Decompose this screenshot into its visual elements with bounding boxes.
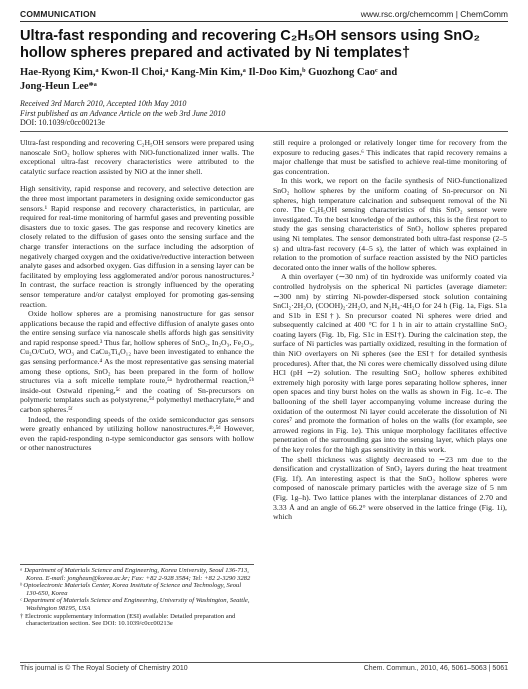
article-meta xyxy=(20,99,500,128)
received-dates: Received 3rd March 2010, Accepted 10th May 2010 xyxy=(20,99,187,108)
footnote-divider xyxy=(20,564,254,565)
author-list xyxy=(20,66,500,94)
authors-line-1: Hae-Ryong Kim,ᵃ Kwon-Il Choi,ᵃ Kang-Min Kim,ᵃ Il-Doo Kim,ᵇ Guozhong Caoᶜ and xyxy=(20,67,398,78)
citation-page: Chem. Commun., 2010, 46, 5061–5063 | 5061 xyxy=(363,665,508,672)
body-paragraph: The shell thickness was slightly decreased to ∼23 nm due to the densification and crystallization of SnO₂ layers during the heat treatment (Fig. 1f). An interesting aspect is that the SnO₂ hollow spheres were composed of nanoscale primary particles with the average size of 5 nm (Fig. 1g–h). Two lattice planes with the interplanar distances of 2.70 and 3.33 Å and an angle of 66.2° were observed in the lattice fringe (Fig. 1i), which xyxy=(273,454,507,522)
meta-divider xyxy=(20,131,508,132)
footnotes xyxy=(20,567,254,628)
body-paragraph: Oxide hollow spheres are a promising nanostructure for gas sensor applications because the rapid and effective diffusion of analyte gases onto the entire sensing surface via nanoscale shells affords high gas sensitivity and rapid response speed.³ Thus far, hollow spheres of SnO₂, In₂O₃, Fe₂O₃, Cu₂O/CuO, WO₃ and CaCu₃Ti₄O₁₂ have been investigated to enhance the gas sensing performance.⁴ As the most representative gas sensing material among these options, SnO₂ has been prepared in the form of hollow structures via a soft micelle template route,⁵ᵃ hydrothermal reaction,⁵ᵇ inside-out Ostwald ripening,⁵ᶜ and the coating of Sn-precursors on polymeric templates such as polystyrene,⁵ᵈ polymethyl methacrylate,⁵ᵉ and carbon spheres.⁵ᶠ xyxy=(20,309,254,415)
right-column xyxy=(273,138,507,522)
section-label: COMMUNICATION xyxy=(20,9,97,19)
body-paragraph: still require a prolonged or relatively longer time for recovery from the exposure to reducing gases.⁶ This indicates that rapid recovery remains a major challenge that must be satisfied to achieve real-time monitoring of gas concentration. xyxy=(273,138,507,176)
article-title: Ultra-fast responding and recovering C₂H₅OH sensors using SnO₂ hollow spheres prepared and activated by Ni templates† xyxy=(20,28,480,61)
journal-url[interactable]: www.rsc.org/chemcomm | ChemComm xyxy=(360,9,508,19)
abstract: Ultra-fast responding and recovering C₂H₅OH sensors were prepared using nanoscale SnO₂ hollow spheres with NiO-functionalized inner walls. The exceptional ultra-fast recovery characteristics were attributed to the catalytic surface reaction assisted by NiO at the inner shell. xyxy=(20,138,254,176)
body-paragraph: High sensitivity, rapid response and recovery, and selective detection are the three most important parameters in designing oxide semiconductor gas sensors.¹ Rapid response and recovery characteristics, in particular, are required for real-time monitoring of harmful gases and preventing possible disasters due to toxic gases. The gas response and recovery kinetics are closely related to the diffusion of gases onto the sensing surface and the charge transfer interactions on the surface including the adsorption of negatively charged oxygen and the oxidative/reductive interaction between analyte gases and adsorbed oxygen. Gas diffusion in a sensing layer can be facilitated by employing less agglomerated and/or porous nanostructures.² In contrast, the surface reaction is strongly influenced by the operating sensor temperature and/or catalyst employed for promoting gas-sensing reaction. xyxy=(20,184,254,309)
authors-line-2: Jong-Heun Lee*ᵃ xyxy=(20,81,97,92)
left-column xyxy=(20,138,254,453)
footer-divider xyxy=(20,662,508,663)
footnote-affiliation-a: ᵃ Department of Materials Science and Engineering, Korea University, Seoul 136-713, Korea. E-mail: jongheun@korea.ac.kr; Fax: +82 2-928 3584; Tel: +82 2-3290 3282 xyxy=(20,567,251,582)
body-paragraph: In this work, we report on the facile synthesis of NiO-functionalized SnO₂ hollow spheres by the uniform coating of Sn-precursor on Ni spheres, high temperature calcination and subsequent removal of the Ni core. The C₂H₅OH sensing characteristics of this SnO₂ sensor were investigated. To the best knowledge of the authors, this is the first report to study the gas sensing characteristics of SnO₂ hollow spheres prepared using Ni templates. The sensor demonstrated both ultra-fast response (2–5 s) and ultra-fast recovery (4–5 s), the latter of which was explained in relation to the promotion of surface reaction assisted by the NiO particles decorated onto the inner walls of the hollow spheres. xyxy=(273,176,507,272)
footnote-affiliation-b: ᵇ Optoelectronic Materials Center, Korea Institute of Science and Technology, Seoul 130-650, Korea xyxy=(20,582,242,597)
body-paragraph: Indeed, the responding speeds of the oxide semiconductor gas sensors were greatly enhanced by utilizing hollow nanostructures.⁴ᵇ,⁵ᵈ However, even the rapid-responding n-type semiconductor gas sensors with hollow or other nanostructures xyxy=(20,414,254,453)
footnote-esi: † Electronic supplementary information (ESI) available: Detailed preparation and characterization section. See DOI: 10.1039/c0cc00213e xyxy=(20,612,236,628)
published-date: First published as an Advance Article on the web 3rd June 2010 xyxy=(20,108,226,118)
header-divider xyxy=(20,21,508,22)
body-paragraph: A thin overlayer (∼30 nm) of tin hydroxide was uniformly coated via controlled hydrolysis on the spherical Ni particles (average diameter: ∼300 nm) by stirring Ni-powder-dispersed stock solution containing SnCl₂·2H₂O, (COOH)₂·2H₂O, and N₂H₄·4H₂O for 24 h (Fig. 1a, Figs. S1a and S1b in ESI†). Sn precursor coated Ni spheres were dried and subsequently calcined at 400 °C for 1 h in air to attain crystalline SnO₂ coating layers (Fig. 1b, Fig. S1c in ESI†). During the calcination step, the surface of Ni particles was partially oxidized, resulting in the formation of thin NiO overlayers on Ni spheres (see the ESI† for detailed synthesis procedures). After that, the Ni cores were chemically dissolved using dilute HCl (pH ∼2) solution. The resulting SnO₂ hollow spheres exhibited extremely high porosity with large pores separating hollow spheres, inner open spaces and tiny burst holes on the walls as shown in Fig. 1c–e. The ballooning of the shell layer accompanying volume increase during the oxidation of the outermost Ni layer could accelerate the dissolution of Ni cores⁷ and promote the formation of holes on the walls (for example, see arrowed regions in Fig. 1e). This unique morphology facilitates effective penetration of the surrounding gas into the sensing layer, which plays one of the key roles for the high gas sensitivity in this work. xyxy=(273,272,507,454)
doi-link[interactable]: DOI: 10.1039/c0cc00213e xyxy=(20,118,105,127)
copyright-notice: This journal is © The Royal Society of Chemistry 2010 xyxy=(20,665,188,672)
footnote-affiliation-c: ᶜ Department of Materials Science and Engineering, University of Washington, Seattle, Washington 98195, USA xyxy=(20,597,250,612)
